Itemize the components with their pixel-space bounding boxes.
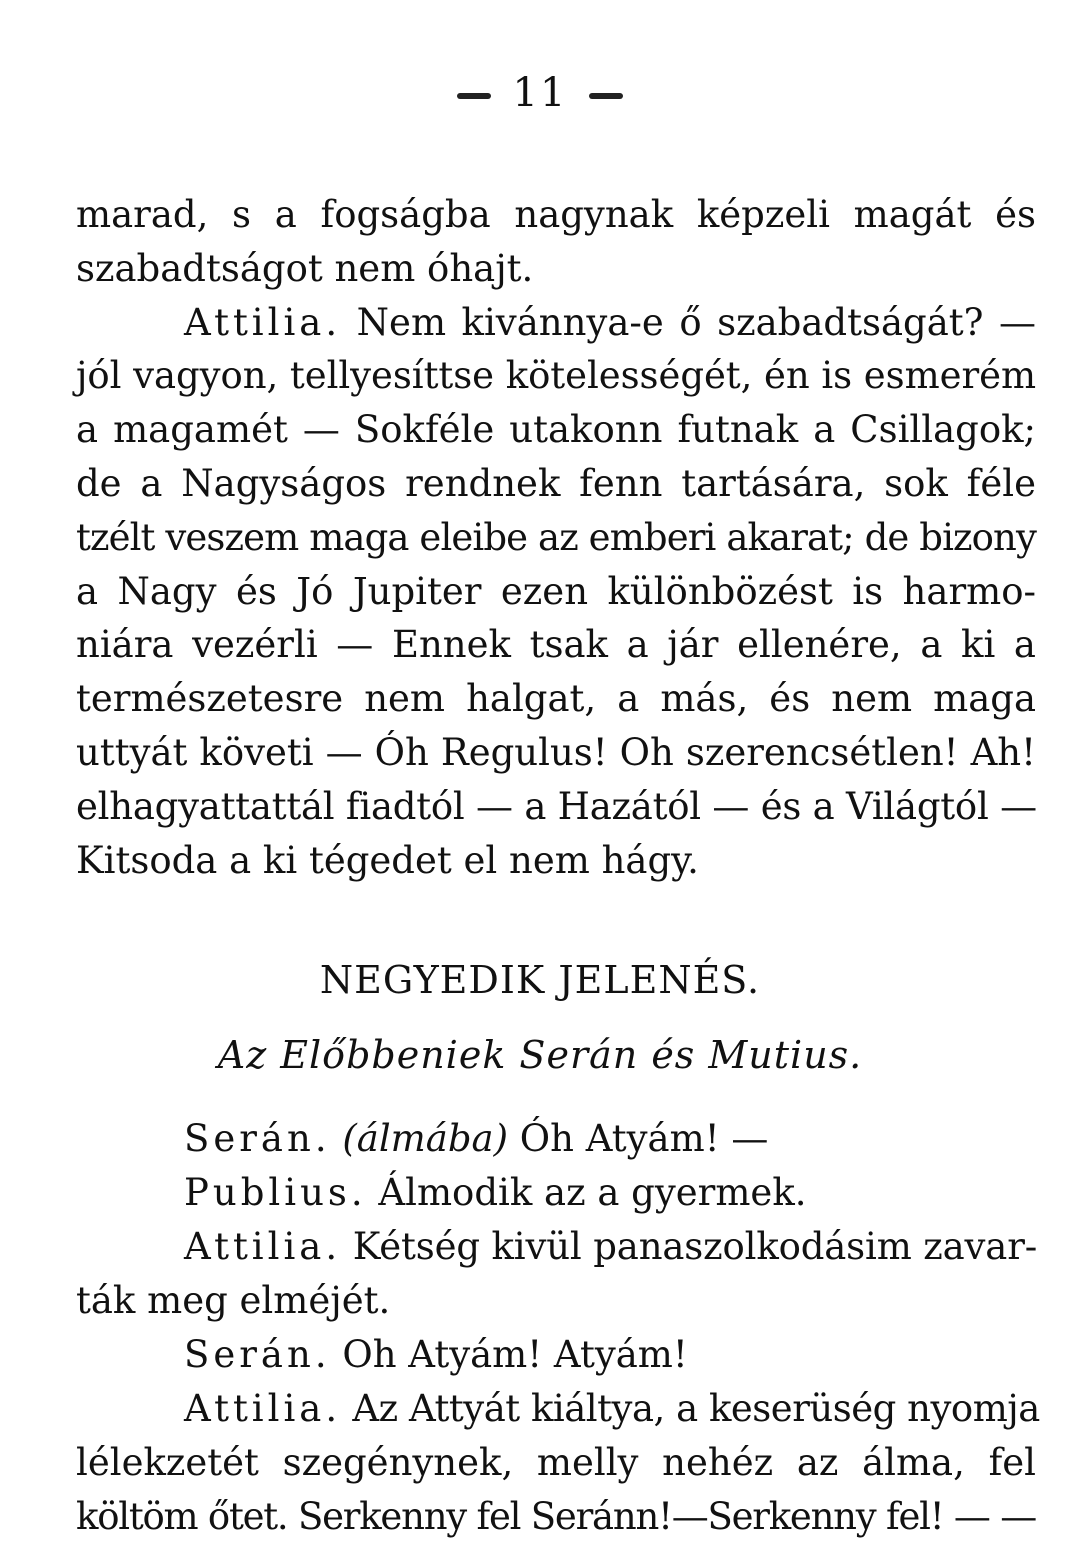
dialogue-line <box>76 1382 1040 1436</box>
dialogue-continuation: költöm őtet. Serkenny fel Seránn!—Serkenny fel! — — <box>76 1495 1036 1538</box>
page-number <box>0 70 1080 116</box>
speaker-name: Serán. <box>184 1333 331 1376</box>
speaker-name: Serán. <box>184 1117 331 1160</box>
stage-direction: (álmába) <box>342 1117 509 1160</box>
speaker-name: Attilia. <box>184 300 342 344</box>
dialogue-line <box>76 1166 1036 1220</box>
body-line: jól vagyon, tellyesíttse kötelességét, én is esmerém <box>76 354 1036 398</box>
dialogue-line <box>76 1220 1036 1274</box>
dialogue-continuation: lélekzetét szegénynek, melly nehéz az álma, fel <box>76 1441 1036 1484</box>
dialogue-block <box>76 1112 1040 1544</box>
attilia-speech-first-line <box>76 296 1036 350</box>
body-line: szabadtságot nem óhajt. <box>76 246 534 290</box>
body-line: a magamét — Sokféle utakonn futnak a Csillagok; <box>76 408 1036 452</box>
page-number-right-dash <box>589 93 623 99</box>
speech-text: Az Attyát kiáltya, a keserüség nyomja <box>352 1387 1040 1430</box>
page-number-text: 11 <box>512 70 568 116</box>
body-text <box>76 188 1036 887</box>
body-line: elhagyattattál fiadtól — a Hazától — és a Világtól — <box>76 784 1037 828</box>
body-line: uttyát követi — Óh Regulus! Oh szerencsétlen! Ah! <box>76 730 1036 774</box>
speech-text: Nem kivánnya-e ő szabadtságát? — <box>356 300 1036 344</box>
speaker-name: Attilia. <box>184 1225 342 1268</box>
dialogue-continuation: ták meg elméjét. <box>76 1279 391 1322</box>
body-line: természetesre nem halgat, a más, és nem maga <box>76 677 1036 721</box>
body-line: marad, s a fogságba nagynak képzeli magát és <box>76 193 1036 236</box>
speech-text: Álmodik az a gyermek. <box>378 1171 807 1214</box>
scene-subheading: Az Előbbeniek Serán és Mutius. <box>217 1033 863 1077</box>
body-line: tzélt veszem maga eleibe az emberi akarat; de bizony <box>76 515 1036 559</box>
speech-text: Óh Atyám! — <box>519 1117 769 1160</box>
body-line: a Nagy és Jó Jupiter ezen különbözést is harmo- <box>76 569 1036 613</box>
speaker-name: Publius. <box>184 1171 367 1214</box>
page-number-left-dash <box>457 93 491 99</box>
body-line: niára vezérli — Ennek tsak a jár ellenére, a ki a <box>76 623 1036 667</box>
speaker-name: Attilia. <box>184 1387 342 1430</box>
speech-text: Kétség kivül panaszolkodásim zavar- <box>352 1225 1038 1268</box>
dialogue-line <box>76 1112 1036 1166</box>
scene-heading: NEGYEDIK JELENÉS. <box>319 958 761 1002</box>
dialogue-line <box>76 1328 1036 1382</box>
body-line: Kitsoda a ki tégedet el nem hágy. <box>76 838 699 882</box>
body-line: de a Nagyságos rendnek fenn tartására, sok féle <box>76 461 1036 505</box>
speech-text: Oh Atyám! Atyám! <box>342 1333 688 1376</box>
